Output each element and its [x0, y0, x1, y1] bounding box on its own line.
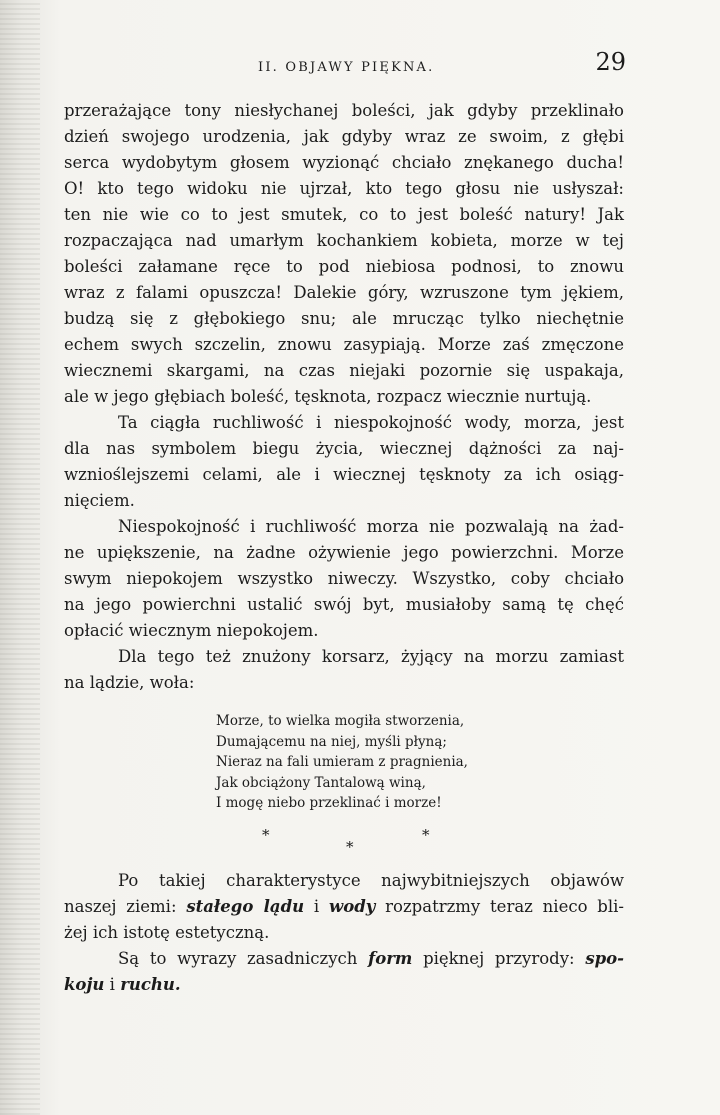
text-line: dzień swojego urodzenia, jak gdyby wraz ze swoim, z głębi	[64, 127, 624, 146]
text-line: nięciem.	[64, 491, 135, 510]
text-line: wraz z falami opuszcza! Dalekie góry, wzruszone tym jękiem,	[64, 283, 624, 302]
page-gutter-shadow	[0, 0, 40, 1115]
text-line: koju i ruchu.	[64, 975, 181, 994]
page-number: 29	[595, 48, 626, 76]
text-line: ne upiększenie, na żadne ożywienie jego powierzchni. Morze	[64, 543, 624, 562]
poem-line: Dumającemu na niej, myśli płyną;	[216, 733, 447, 750]
italic-term: wody	[329, 897, 376, 916]
text-line: echem swych szczelin, znowu zasypiają. Morze zaś zmęczone	[64, 335, 624, 354]
text-line: naszej ziemi: stałego lądu i wody rozpatrzmy teraz nieco bli-	[64, 897, 625, 916]
body-text	[64, 98, 624, 696]
text-line: Są to wyrazy zasadniczych form pięknej przyrody: spo-	[118, 949, 624, 968]
text-line: budzą się z głębokiego snu; ale mrucząc tylko niechętnie	[64, 309, 624, 328]
italic-term: stałego lądu	[186, 897, 305, 916]
asterisk: *	[262, 826, 270, 844]
poem-quote	[216, 711, 468, 814]
text-line: O! kto tego widoku nie ujrzał, kto tego głosu nie usłyszał:	[64, 179, 624, 198]
text-line: dla nas symbolem biegu życia, wiecznej dążności za naj-	[64, 439, 624, 458]
poem-line: Nieraz na fali umieram z pragnienia,	[216, 754, 468, 770]
text-line: Niespokojność i ruchliwość morza nie pozwalają na żad-	[118, 517, 624, 536]
text-line: Dla tego też znużony korsarz, żyjący na morzu zamiast	[118, 647, 624, 666]
italic-term: koju	[64, 975, 105, 994]
italic-term: form	[368, 949, 413, 968]
text-line: ten nie wie co to jest smutek, co to jest boleść natury! Jak	[64, 205, 624, 224]
italic-term: ruchu.	[120, 975, 181, 994]
running-head: II. OBJAWY PIĘKNA.	[258, 60, 435, 75]
text-line: serca wydobytym głosem wyzionąć chciało znękanego ducha!	[64, 153, 624, 172]
text-line: ale w jego głębiach boleść, tęsknota, rozpacz wiecznie nurtują.	[64, 387, 592, 406]
text-line: na lądzie, woła:	[64, 673, 195, 692]
text-line: opłacić wiecznym niepokojem.	[64, 621, 319, 640]
text-line: wiecznemi skargami, na czas niejaki pozornie się uspakaja,	[64, 361, 624, 380]
text-line: rozpaczająca nad umarłym kochankiem kobieta, morze w tej	[64, 231, 624, 250]
poem-line: Jak obciążony Tantalową winą,	[216, 774, 426, 791]
closing-text	[64, 868, 624, 998]
page-header	[62, 48, 624, 88]
text-line: Ta ciągła ruchliwość i niespokojność wody, morza, jest	[118, 413, 624, 432]
text-line: boleści załamane ręce to pod niebiosa podnosi, to znowu	[64, 257, 624, 276]
text-line: wznioślejszemi celami, ale i wiecznej tęsknoty za ich osiąg-	[64, 465, 624, 484]
italic-term: spo-	[585, 949, 624, 968]
text-line: przerażające tony niesłychanej boleści, jak gdyby przeklinało	[64, 101, 624, 120]
section-separator	[250, 826, 450, 866]
text-line: żej ich istotę estetyczną.	[64, 923, 270, 942]
text-line: na jego powierchni ustalić swój byt, musiałoby samą tę chęć	[64, 595, 624, 614]
poem-line: Morze, to wielka mogiła stworzenia,	[216, 713, 465, 729]
asterisk: *	[346, 838, 354, 856]
poem-line: I mogę niebo przeklinać i morze!	[216, 795, 442, 811]
asterisk: *	[422, 826, 430, 844]
text-line: swym niepokojem wszystko niweczy. Wszystko, coby chciało	[64, 569, 624, 588]
text-line: Po takiej charakterystyce najwybitniejszych objawów	[118, 871, 624, 890]
